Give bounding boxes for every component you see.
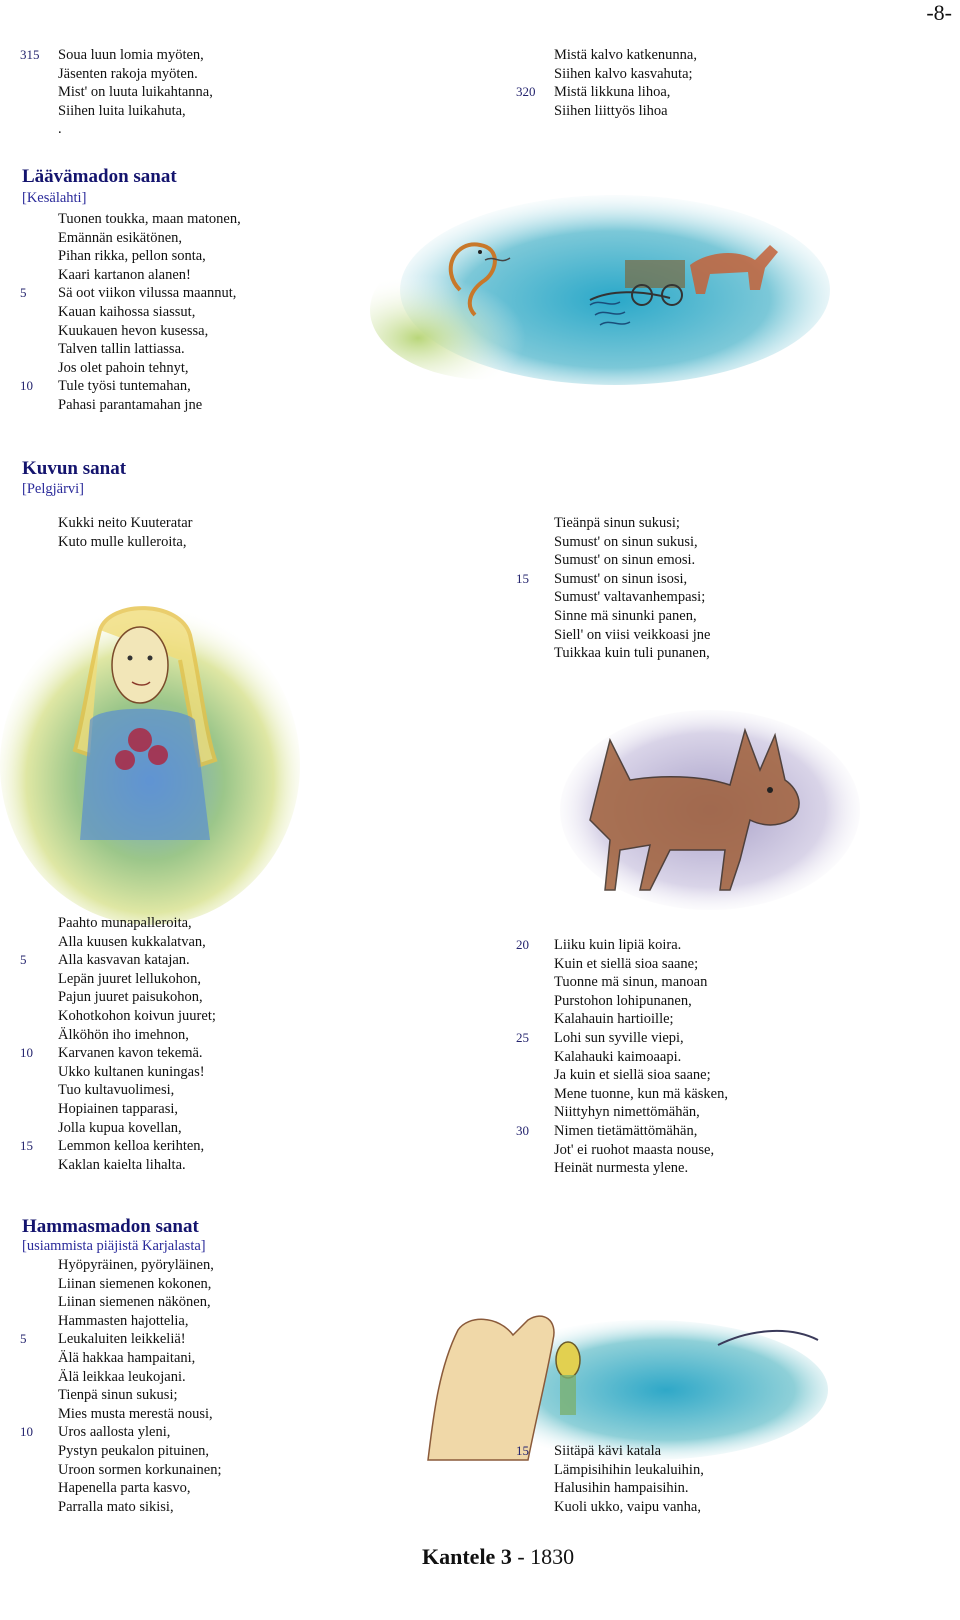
- line-text: Kalahauin hartioille;: [554, 1011, 674, 1028]
- line-text: Tuonne mä sinun, manoan: [554, 974, 708, 991]
- line-number: 20: [516, 937, 529, 952]
- verse-line: [20, 1137, 216, 1156]
- page-number: -8-: [926, 0, 952, 25]
- verse-line: [58, 247, 241, 266]
- line-text: Siell' on viisi veikkoasi jne: [554, 626, 711, 643]
- line-text: Hapenella parta kasvo,: [58, 1480, 191, 1497]
- verse-line: [516, 1029, 728, 1048]
- line-number: 320: [516, 84, 536, 100]
- verse-line: [554, 992, 728, 1011]
- verse-line: [58, 533, 193, 552]
- verse-line: [58, 120, 213, 139]
- line-text: .: [58, 121, 62, 138]
- verse-line: [58, 1256, 222, 1275]
- line-text: Pystyn peukalon pituinen,: [58, 1442, 210, 1459]
- verse-line: [554, 1461, 704, 1480]
- line-text: Lämpisihihin leukaluihin,: [554, 1461, 704, 1478]
- line-number: 30: [516, 1122, 529, 1138]
- line-text: Pihan rikka, pellon sonta,: [58, 248, 206, 265]
- line-text: Niittyhyn nimettömähän,: [554, 1104, 700, 1121]
- line-text: Pahasi parantamahan jne: [58, 396, 203, 413]
- verse-line: [58, 266, 241, 285]
- line-text: Tuonen toukka, maan matonen,: [58, 211, 241, 227]
- verse-line: [554, 1010, 728, 1029]
- verse-line: [58, 102, 213, 121]
- line-text: Alla kasvavan katajan.: [58, 952, 190, 969]
- line-text: Leukaluiten leikkeliä!: [58, 1331, 186, 1348]
- verse-line: [58, 229, 241, 248]
- verse-line: [58, 210, 241, 229]
- line-number: 315: [20, 47, 40, 62]
- verse-line: [554, 46, 697, 65]
- line-text: Mistä likkuna lihoa,: [554, 84, 671, 101]
- verse-line: [20, 951, 216, 970]
- verse-line: [554, 973, 728, 992]
- verse-top-right: [516, 46, 697, 120]
- verse-line: [20, 284, 241, 303]
- line-text: Liiku kuin lipiä koira.: [554, 937, 682, 953]
- verse-line: [58, 65, 213, 84]
- verse-line: [58, 1479, 222, 1498]
- line-number: 5: [20, 285, 27, 301]
- verse-line: [58, 1498, 222, 1517]
- line-text: Ukko kultanen kuningas!: [58, 1063, 205, 1080]
- verse-line: [516, 570, 710, 589]
- verse-line: [554, 1141, 728, 1160]
- verse-line: [58, 1156, 216, 1175]
- verse-line: [554, 588, 710, 607]
- line-text: Sumust' on sinun sukusi,: [554, 533, 698, 550]
- verse-line: [58, 1119, 216, 1138]
- line-text: Sumust' on sinun emosi.: [554, 552, 696, 569]
- line-text: Kuukauen hevon kusessa,: [58, 322, 209, 339]
- line-text: Kalahauki kaimoaapi.: [554, 1048, 682, 1065]
- verse-line: [554, 1159, 728, 1178]
- verse-line: [58, 1081, 216, 1100]
- verse-kuvun-left-b: [20, 914, 216, 1174]
- verse-line: [58, 914, 216, 933]
- verse-line: [58, 1026, 216, 1045]
- verse-line: [58, 1405, 222, 1424]
- illustration-dog: [560, 700, 860, 910]
- verse-line: [20, 1423, 222, 1442]
- line-text: Tieänpä sinun sukusi;: [554, 515, 680, 531]
- line-text: Siihen luita luikahuta,: [58, 102, 186, 119]
- line-text: Sumust' valtavanhempasi;: [554, 589, 706, 606]
- line-text: Sä oot viikon vilussa maannut,: [58, 285, 237, 302]
- illustration-worm-and-cart: [400, 190, 830, 390]
- line-text: Sumust' on sinun isosi,: [554, 570, 688, 587]
- verse-line: [554, 626, 710, 645]
- line-text: Lohi sun syville viepi,: [554, 1029, 684, 1046]
- line-text: Mist' on luuta luikahtanna,: [58, 84, 213, 101]
- verse-top-left: [20, 46, 213, 139]
- verse-line: [58, 514, 193, 533]
- line-text: Uroon sormen korkunainen;: [58, 1461, 222, 1478]
- verse-line: [58, 1461, 222, 1480]
- line-text: Alla kuusen kukkalatvan,: [58, 933, 206, 950]
- line-text: Kuin et siellä sioa saane;: [554, 955, 699, 972]
- verse-line: [58, 933, 216, 952]
- verse-line: [58, 1368, 222, 1387]
- verse-line: [554, 607, 710, 626]
- verse-line: [554, 533, 710, 552]
- footer-year: - 1830: [517, 1544, 575, 1569]
- line-text: Emännän esikätönen,: [58, 229, 183, 246]
- line-text: Älä hakkaa hampaitani,: [58, 1349, 196, 1366]
- verse-line: [516, 1122, 728, 1141]
- line-text: Hammasten hajottelia,: [58, 1312, 189, 1329]
- line-text: Tienpä sinun sukusi;: [58, 1387, 178, 1404]
- verse-line: [58, 1100, 216, 1119]
- verse-line: [58, 1386, 222, 1405]
- verse-line: [58, 359, 241, 378]
- line-text: Halusihin hampaisihin.: [554, 1480, 689, 1497]
- section-source-laavamadon: [Kesälahti]: [22, 190, 87, 206]
- line-text: Jos olet pahoin tehnyt,: [58, 359, 189, 376]
- line-text: Mies musta merestä nousi,: [58, 1405, 213, 1422]
- line-text: Paahto munapalleroita,: [58, 915, 192, 931]
- section-title-hammasmadon: Hammasmadon sanat: [22, 1216, 199, 1237]
- line-text: Älä leikkaa leukojani.: [58, 1368, 186, 1385]
- line-text: Liinan siemenen näkönen,: [58, 1294, 211, 1311]
- verse-line: [58, 1442, 222, 1461]
- verse-line: [58, 1312, 222, 1331]
- verse-line: [58, 396, 241, 415]
- line-number: 15: [516, 570, 529, 586]
- line-text: Kukki neito Kuuteratar: [58, 515, 193, 531]
- line-text: Tule työsi tuntemahan,: [58, 378, 191, 395]
- verse-kuvun-right-a: [516, 514, 711, 663]
- section-source-kuvun: [Pelgjärvi]: [22, 481, 85, 497]
- verse-line: [554, 102, 697, 121]
- line-text: Kohotkohon koivun juuret;: [58, 1007, 216, 1024]
- line-text: Parralla mato sikisi,: [58, 1498, 174, 1515]
- footer-title: Kantele 3: [422, 1544, 512, 1569]
- verse-line: [58, 1275, 222, 1294]
- line-text: Uros aallosta yleni,: [58, 1424, 171, 1441]
- section-title-laavamadon: Läävämadon sanat: [22, 166, 177, 187]
- verse-line: [554, 1048, 728, 1067]
- verse-line: [20, 1044, 216, 1063]
- verse-line: [58, 988, 216, 1007]
- verse-hammasmadon-right: [516, 1442, 704, 1516]
- line-text: Jot' ei ruohot maasta nouse,: [554, 1141, 715, 1158]
- verse-line: [58, 1349, 222, 1368]
- verse-line: [58, 1063, 216, 1082]
- verse-line: [20, 46, 213, 65]
- line-text: Nimen tietämättömähän,: [554, 1122, 698, 1139]
- line-text: Purstohon lohipunanen,: [554, 992, 692, 1009]
- section-source-hammasmadon: [usiammista piäjistä Karjalasta]: [22, 1238, 206, 1254]
- line-text: Talven tallin lattiassa.: [58, 341, 185, 358]
- illustration-maiden: [0, 590, 300, 920]
- verse-kuvun-right-b: [516, 936, 728, 1178]
- line-text: Heinät nurmesta ylene.: [554, 1160, 689, 1177]
- line-number: 10: [20, 1424, 33, 1440]
- section-title-kuvun: Kuvun sanat: [22, 458, 127, 479]
- line-text: Sinne mä sinunki panen,: [554, 607, 697, 624]
- line-text: Lepän juuret lellukohon,: [58, 970, 201, 987]
- verse-line: [516, 936, 728, 955]
- footer: [422, 1544, 574, 1570]
- line-text: Kuoli ukko, vaipu vanha,: [554, 1498, 701, 1515]
- line-text: Hopiainen tapparasi,: [58, 1100, 178, 1117]
- line-number: 5: [20, 952, 27, 968]
- verse-line: [58, 1293, 222, 1312]
- verse-line: [58, 970, 216, 989]
- line-text: Tuikkaa kuin tuli punanen,: [554, 645, 710, 662]
- line-number: 15: [20, 1138, 33, 1154]
- line-text: Pajun juuret paisukohon,: [58, 989, 203, 1006]
- verse-line: [554, 1103, 728, 1122]
- verse-line: [20, 377, 241, 396]
- line-text: Kuto mulle kulleroita,: [58, 533, 187, 550]
- line-text: Kaari kartanon alanen!: [58, 266, 191, 283]
- line-text: Kaklan kaielta lihalta.: [58, 1156, 186, 1173]
- line-text: Hyöpyräinen, pyöryläinen,: [58, 1257, 214, 1273]
- verse-line: [58, 1007, 216, 1026]
- verse-line: [58, 322, 241, 341]
- verse-line: [554, 1479, 704, 1498]
- line-text: Ja kuin et siellä sioa saane;: [554, 1067, 711, 1084]
- verse-line: [516, 1442, 704, 1461]
- line-number: 10: [20, 378, 33, 394]
- verse-line: [554, 1066, 728, 1085]
- line-text: Karvanen kavon tekemä.: [58, 1045, 203, 1062]
- verse-line: [58, 83, 213, 102]
- line-text: Jäsenten rakoja myöten.: [58, 65, 198, 82]
- verse-line: [58, 303, 241, 322]
- line-number: 5: [20, 1331, 27, 1347]
- verse-line: [58, 340, 241, 359]
- verse-laavamadon: [20, 210, 241, 415]
- line-number: 25: [516, 1029, 529, 1045]
- line-text: Lemmon kelloa kerihten,: [58, 1138, 205, 1155]
- line-text: Liinan siemenen kokonen,: [58, 1275, 212, 1292]
- line-text: Mene tuonne, kun mä käsken,: [554, 1085, 728, 1102]
- line-text: Siihen kalvo kasvahuta;: [554, 65, 693, 82]
- verse-line: [554, 1085, 728, 1104]
- verse-line: [554, 551, 710, 570]
- verse-line: [554, 955, 728, 974]
- verse-hammasmadon-left: [20, 1256, 222, 1516]
- line-text: Jolla kupua kovellan,: [58, 1119, 182, 1136]
- verse-kuvun-left-a: [58, 514, 193, 551]
- verse-line: [516, 83, 697, 102]
- line-text: Mistä kalvo katkenunna,: [554, 47, 697, 63]
- verse-line: [554, 1498, 704, 1517]
- verse-line: [554, 514, 710, 533]
- line-text: Soua luun lomia myöten,: [58, 47, 204, 63]
- illustration-finger-and-man: [418, 1310, 828, 1460]
- line-text: Kauan kaihossa siassut,: [58, 303, 196, 320]
- line-number: 10: [20, 1045, 33, 1061]
- verse-line: [554, 644, 710, 663]
- line-number: 15: [516, 1443, 529, 1458]
- verse-line: [20, 1330, 222, 1349]
- line-text: Siihen liittyös lihoa: [554, 102, 668, 119]
- line-text: Siitäpä kävi katala: [554, 1443, 662, 1459]
- line-text: Älköhön iho imehnon,: [58, 1026, 189, 1043]
- line-text: Tuo kultavuolimesi,: [58, 1082, 175, 1099]
- verse-line: [554, 65, 697, 84]
